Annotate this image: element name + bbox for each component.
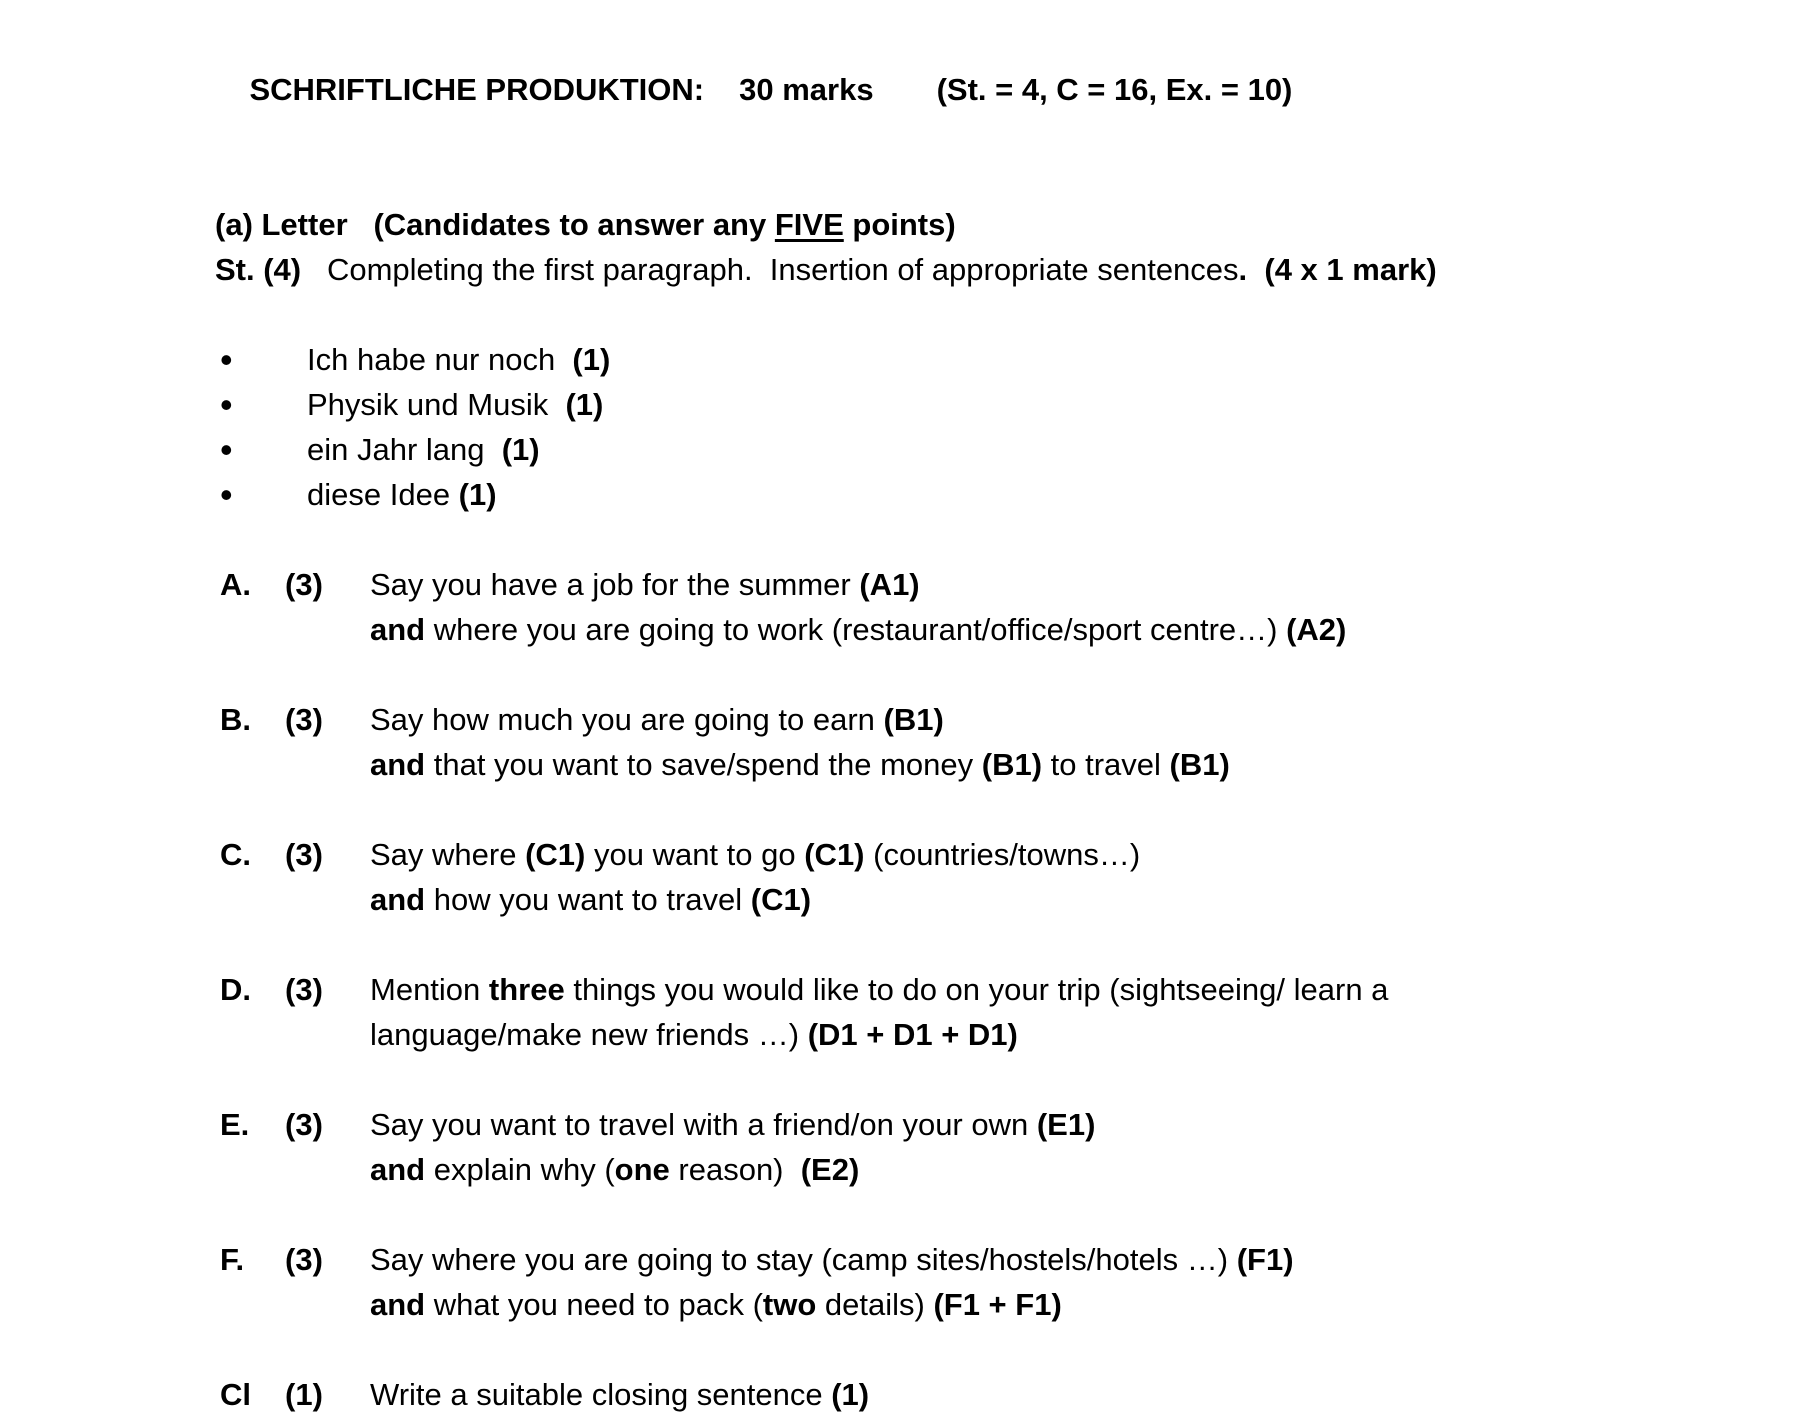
section-marks: (1) xyxy=(285,1377,323,1412)
bullet-icon: • xyxy=(220,339,233,380)
section-label: C. xyxy=(220,837,251,872)
section-line: and where you are going to work (restaurant/office/sport centre…) (A2) xyxy=(370,612,1347,647)
section-line: language/make new friends …) (D1 + D1 + D1) xyxy=(370,1017,1018,1052)
section-line: Say you have a job for the summer (A1) xyxy=(370,567,920,602)
section-label: E. xyxy=(220,1107,250,1142)
point-section-c xyxy=(215,832,1778,922)
section-line: and that you want to save/spend the money (B1) to travel (B1) xyxy=(370,747,1230,782)
list-item-text: Physik und Musik (1) xyxy=(307,387,604,422)
task-heading-letter: (a) Letter (Candidates to answer any FIVE points) xyxy=(215,207,956,242)
section-line: Mention three things you would like to do on your trip (sightseeing/ learn a xyxy=(370,972,1389,1007)
section-line: and explain why (one reason) (E2) xyxy=(370,1152,860,1187)
section-marks: (3) xyxy=(285,1107,323,1142)
section-text xyxy=(370,967,1778,1057)
document-title xyxy=(215,22,1778,157)
section-marks: (3) xyxy=(285,837,323,872)
list-item-text: ein Jahr lang (1) xyxy=(307,432,540,467)
section-text xyxy=(370,1372,1778,1417)
list-item xyxy=(215,337,1778,382)
section-text xyxy=(370,1102,1778,1192)
section-text xyxy=(370,697,1778,787)
list-item xyxy=(215,427,1778,472)
list-item-text: diese Idee (1) xyxy=(307,477,497,512)
bullet-icon: • xyxy=(220,474,233,515)
structure-instruction: St. (4) Completing the first paragraph. Insertion of appropriate sentences. (4 x 1 mark) xyxy=(215,252,1437,287)
insertion-sentence-list xyxy=(215,337,1778,517)
section-line: Write a suitable closing sentence (1) xyxy=(370,1377,870,1412)
section-label: F. xyxy=(220,1242,245,1277)
section-marks: (3) xyxy=(285,702,323,737)
section-line: Say you want to travel with a friend/on your own (E1) xyxy=(370,1107,1096,1142)
title-total-marks: 30 marks xyxy=(739,72,874,107)
point-section-closing xyxy=(215,1372,1778,1417)
bullet-icon: • xyxy=(220,429,233,470)
list-item xyxy=(215,382,1778,427)
section-text xyxy=(370,832,1778,922)
section-label: A. xyxy=(220,567,251,602)
point-section-f xyxy=(215,1237,1778,1327)
bullet-icon: • xyxy=(220,384,233,425)
title-marks-breakdown: (St. = 4, C = 16, Ex. = 10) xyxy=(936,72,1293,107)
section-text xyxy=(370,1237,1778,1327)
section-marks: (3) xyxy=(285,1242,323,1277)
section-label: Cl xyxy=(220,1377,251,1412)
section-line: and what you need to pack (two details) (F1 + F1) xyxy=(370,1287,1062,1322)
point-section-d xyxy=(215,967,1778,1057)
point-section-a xyxy=(215,562,1778,652)
section-label: B. xyxy=(220,702,251,737)
section-line: Say how much you are going to earn (B1) xyxy=(370,702,944,737)
section-line: Say where (C1) you want to go (C1) (countries/towns…) xyxy=(370,837,1141,872)
title-heading: SCHRIFTLICHE PRODUKTION: xyxy=(249,72,705,107)
section-marks: (3) xyxy=(285,567,323,602)
section-line: Say where you are going to stay (camp sites/hostels/hotels …) (F1) xyxy=(370,1242,1294,1277)
point-section-e xyxy=(215,1102,1778,1192)
list-item-text: Ich habe nur noch (1) xyxy=(307,342,611,377)
section-line: and how you want to travel (C1) xyxy=(370,882,812,917)
list-item xyxy=(215,472,1778,517)
section-text xyxy=(370,562,1778,652)
section-marks: (3) xyxy=(285,972,323,1007)
section-label: D. xyxy=(220,972,251,1007)
point-section-b xyxy=(215,697,1778,787)
